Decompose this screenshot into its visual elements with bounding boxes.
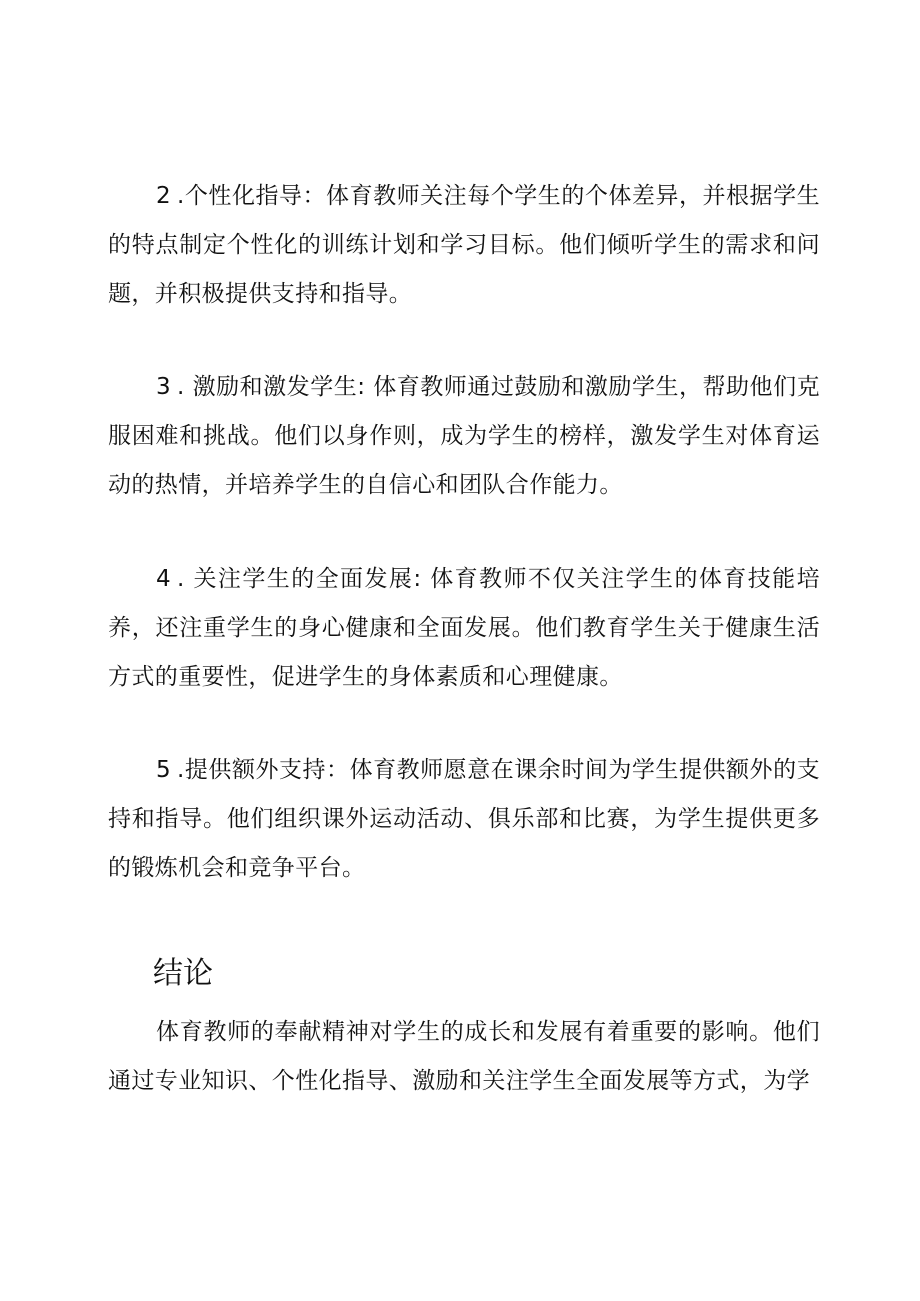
list-item: [108, 555, 820, 702]
list-item: [108, 172, 820, 319]
list-item: [108, 363, 820, 510]
item-number: 2: [156, 183, 172, 209]
item-text: .个性化指导：体育教师关注每个学生的个体差异，并根据学生的特点制定个性化的训练计划和学习目标。他们倾听学生的需求和问题，并积极提供支持和指导。: [108, 183, 820, 307]
item-text: . 激励和激发学生: 体育教师通过鼓励和激励学生，帮助他们克服困难和挑战。他们以身作则，成为学生的榜样，激发学生对体育运动的热情，并培养学生的自信心和团队合作能力。: [108, 374, 820, 498]
list-item: [108, 746, 820, 893]
section-heading: 结论: [153, 956, 213, 991]
item-number: 3: [156, 374, 172, 400]
conclusion-paragraph: 体育教师的奉献精神对学生的成长和发展有着重要的影响。他们通过专业知识、个性化指导、激励和关注学生全面发展等方式，为学: [108, 1019, 820, 1094]
item-text: .提供额外支持：体育教师愿意在课余时间为学生提供额外的支持和指导。他们组织课外运动活动、俱乐部和比赛，为学生提供更多的锻炼机会和竞争平台。: [108, 757, 820, 881]
item-text: . 关注学生的全面发展: 体育教师不仅关注学生的体育技能培养，还注重学生的身心健康和全面发展。他们教育学生关于健康生活方式的重要性，促进学生的身体素质和心理健康。: [108, 566, 820, 690]
item-number: 4: [156, 566, 172, 592]
item-number: 5: [156, 757, 172, 783]
